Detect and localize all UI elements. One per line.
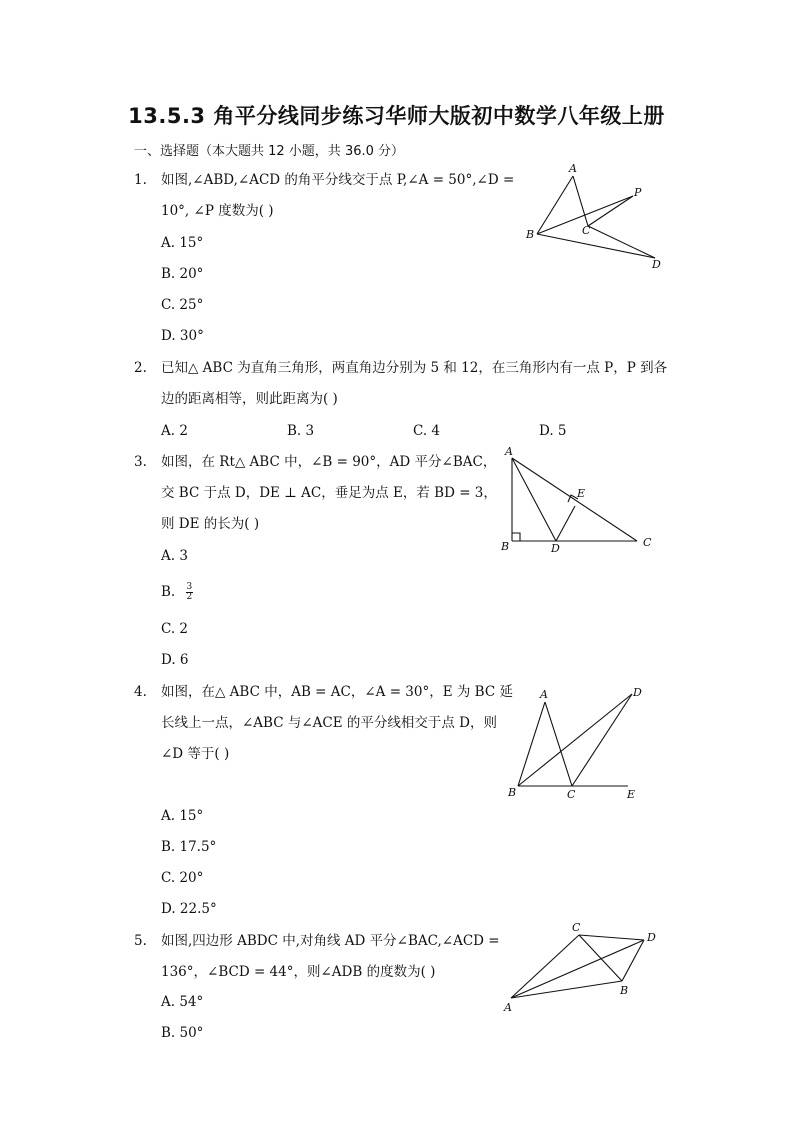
question-text-line: 如图,∠ABD,∠ACD 的角平分线交于点 P,∠A = 50°,∠D =: [161, 172, 515, 188]
option-d: D. 6: [161, 652, 189, 668]
figure-label: D: [652, 258, 661, 271]
option-b-label: B.: [161, 584, 176, 600]
option-d: D. 22.5°: [161, 901, 217, 917]
figure-label: C: [643, 536, 652, 549]
question-text-line: 已知△ ABC 为直角三角形，两直角边分别为 5 和 12，在三角形内有一点 P，P 到各: [161, 360, 668, 376]
figure-label: E: [577, 487, 586, 500]
option-b: B. 20°: [161, 266, 204, 282]
option-a: A. 2: [161, 423, 188, 439]
figure-label: B: [526, 228, 535, 241]
option-b-fraction: [186, 583, 194, 602]
figure-label: E: [627, 788, 636, 801]
option-d: D. 5: [539, 423, 567, 439]
figure-label: D: [633, 686, 642, 699]
figure-label: C: [572, 921, 581, 934]
figure-label: A: [540, 688, 548, 701]
option-b: [161, 583, 193, 602]
question-number: 3.: [134, 454, 147, 470]
figure-label: B: [620, 984, 629, 997]
question-text-line: 10°, ∠P 度数为( ): [161, 203, 274, 219]
figure-label: C: [567, 788, 576, 801]
figure-label: D: [647, 931, 656, 944]
figure-label: B: [508, 786, 517, 799]
figure-label: B: [501, 540, 510, 553]
option-a: A. 15°: [161, 235, 204, 251]
option-c: C. 4: [413, 423, 441, 439]
option-b: B. 3: [287, 423, 315, 439]
question-text-line: 136°，∠BCD = 44°，则∠ADB 的度数为( ): [161, 964, 436, 980]
figure-label: P: [634, 186, 642, 199]
option-b: B. 50°: [161, 1025, 204, 1041]
question-number: 1.: [134, 172, 147, 188]
figure-5-diagram: [498, 918, 668, 1016]
question-text-line: 如图，在 Rt△ ABC 中，∠B = 90°，AD 平分∠BAC，: [161, 454, 497, 470]
figure-label: D: [551, 542, 560, 555]
question-text-line: 边的距离相等，则此距离为( ): [161, 391, 338, 407]
option-c: C. 2: [161, 621, 189, 637]
option-a: A. 3: [161, 548, 188, 564]
page-title: 13.5.3 角平分线同步练习华师大版初中数学八年级上册: [128, 104, 665, 128]
option-a: A. 15°: [161, 808, 204, 824]
question-text-line: 长线上一点，∠ABC 与∠ACE 的平分线相交于点 D，则: [161, 715, 498, 731]
figure-label: A: [505, 445, 513, 458]
figure-1-diagram: [515, 158, 675, 276]
figure-4-diagram: [505, 682, 655, 804]
fraction-denominator: 2: [186, 592, 193, 602]
question-number: 2.: [134, 360, 147, 376]
option-c: C. 20°: [161, 870, 204, 886]
option-a: A. 54°: [161, 994, 204, 1010]
question-number: 5.: [134, 933, 147, 949]
figure-label: C: [582, 224, 591, 237]
question-text-line: 如图,四边形 ABDC 中,对角线 AD 平分∠BAC,∠ACD =: [161, 933, 500, 949]
option-c: C. 25°: [161, 297, 204, 313]
question-number: 4.: [134, 684, 147, 700]
question-text-line: 交 BC 于点 D，DE ⊥ AC，垂足为点 E，若 BD = 3，: [161, 485, 497, 501]
option-d: D. 30°: [161, 328, 204, 344]
section-heading: 一、选择题（本大题共 12 小题，共 36.0 分）: [134, 144, 405, 159]
figure-label: A: [504, 1001, 512, 1014]
option-b: B. 17.5°: [161, 839, 217, 855]
figure-label: A: [569, 162, 577, 175]
question-text-line: 则 DE 的长为( ): [161, 516, 260, 532]
question-text-line: 如图，在△ ABC 中，AB = AC，∠A = 30°，E 为 BC 延: [161, 684, 513, 700]
question-text-line: ∠D 等于( ): [161, 746, 230, 762]
figure-3-diagram: [496, 443, 661, 555]
fraction-numerator: 3: [186, 582, 193, 592]
